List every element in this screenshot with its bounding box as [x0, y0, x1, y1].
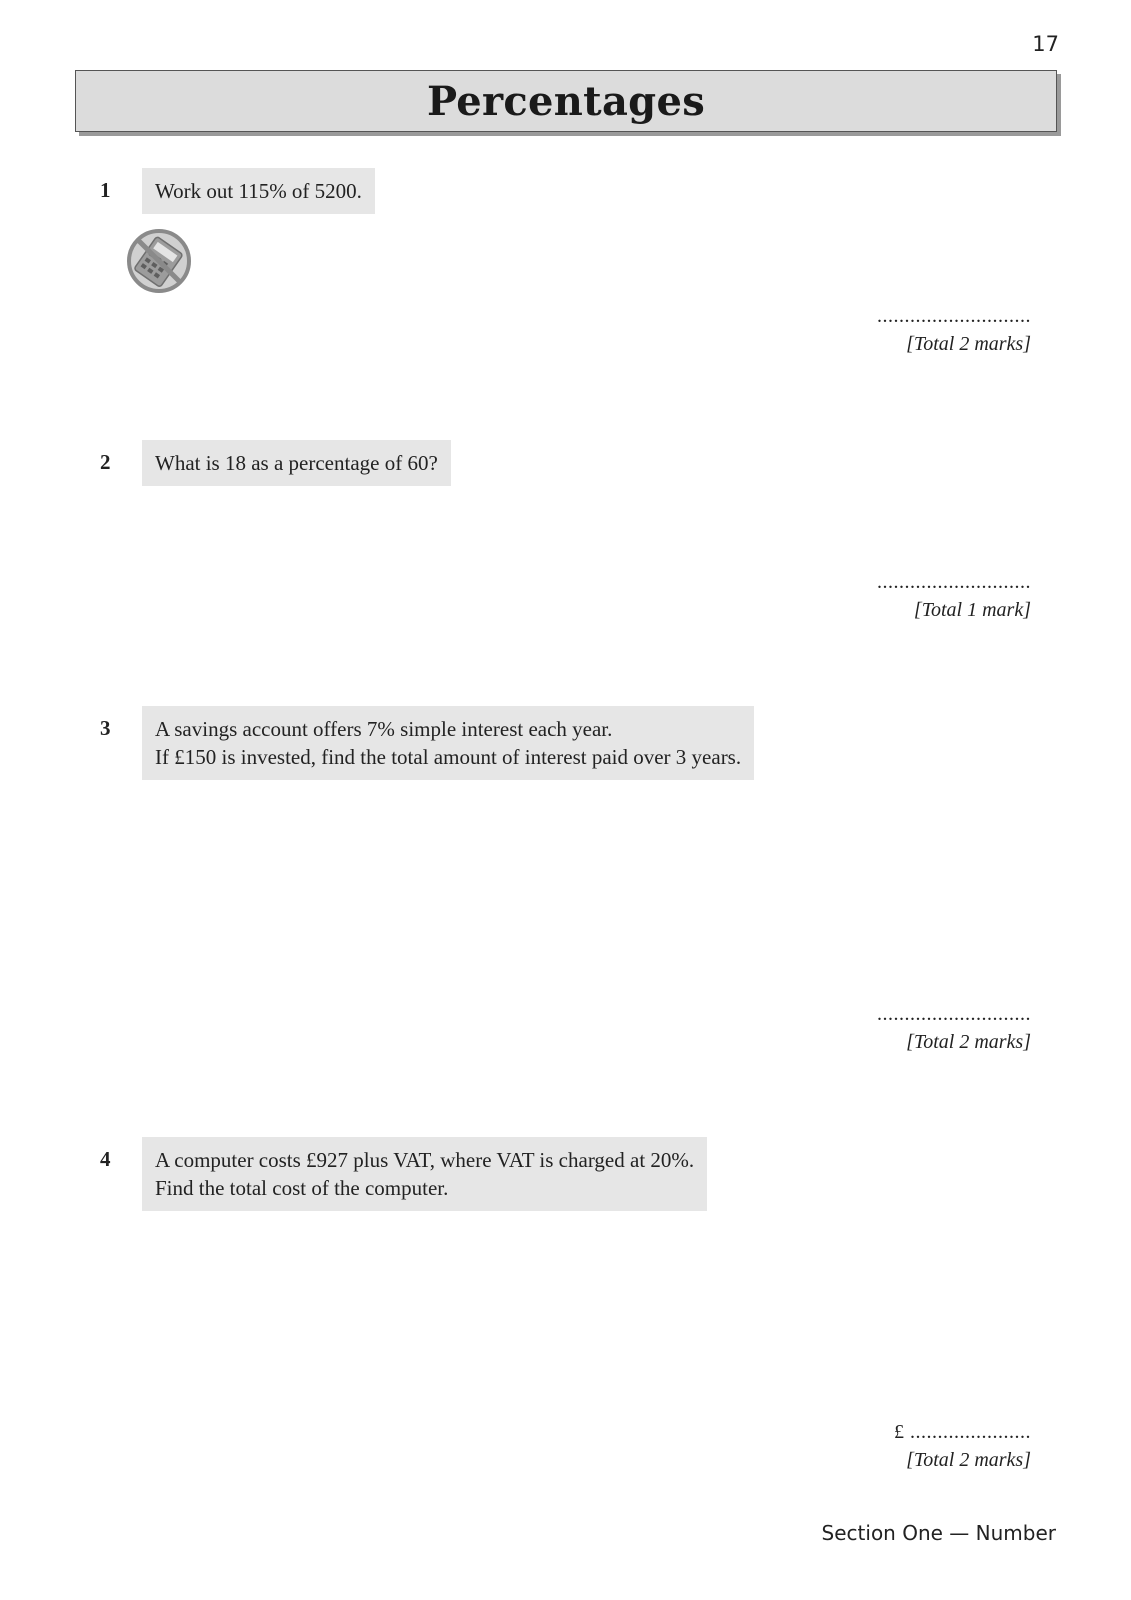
question-4-box [142, 1137, 707, 1211]
answer-line-2[interactable]: ............................ [877, 571, 1031, 593]
question-3-answer [877, 1000, 1031, 1056]
question-4-text-line-1: A computer costs £927 plus VAT, where VAT is charged at 20%. [155, 1148, 695, 1172]
question-4-number: 4 [100, 1147, 111, 1171]
question-2-text: What is 18 as a percentage of 60? [155, 451, 438, 475]
question-1-answer [877, 302, 1031, 358]
question-2-number: 2 [100, 450, 111, 474]
marks-label-3: [Total 2 marks] [906, 1031, 1031, 1053]
question-1-number: 1 [100, 178, 111, 202]
answer-line-3[interactable]: ............................ [877, 1003, 1031, 1025]
answer-line-1[interactable]: ............................ [877, 305, 1031, 327]
question-3-text-line-2: If £150 is invested, find the total amount of interest paid over 3 years. [155, 745, 742, 769]
question-3-text-line-1: A savings account offers 7% simple interest each year. [155, 717, 613, 741]
section-footer: Section One — Number [821, 1521, 1056, 1545]
question-3-box [142, 706, 754, 780]
question-4-text-line-2: Find the total cost of the computer. [155, 1176, 449, 1200]
question-3-number: 3 [100, 716, 111, 740]
no-calculator-icon [126, 228, 192, 294]
question-1-text: Work out 115% of 5200. [155, 179, 362, 203]
question-2-answer [877, 568, 1031, 624]
marks-label-1: [Total 2 marks] [906, 333, 1031, 355]
title-banner [75, 70, 1057, 132]
question-4-answer [894, 1418, 1031, 1474]
page-number: 17 [1032, 32, 1059, 56]
answer-line-4[interactable]: £ ...................... [894, 1421, 1031, 1443]
question-1-box [142, 168, 375, 214]
marks-label-4: [Total 2 marks] [906, 1449, 1031, 1471]
marks-label-2: [Total 1 mark] [913, 599, 1031, 621]
page-title: Percentages [426, 77, 706, 125]
question-2-box [142, 440, 451, 486]
